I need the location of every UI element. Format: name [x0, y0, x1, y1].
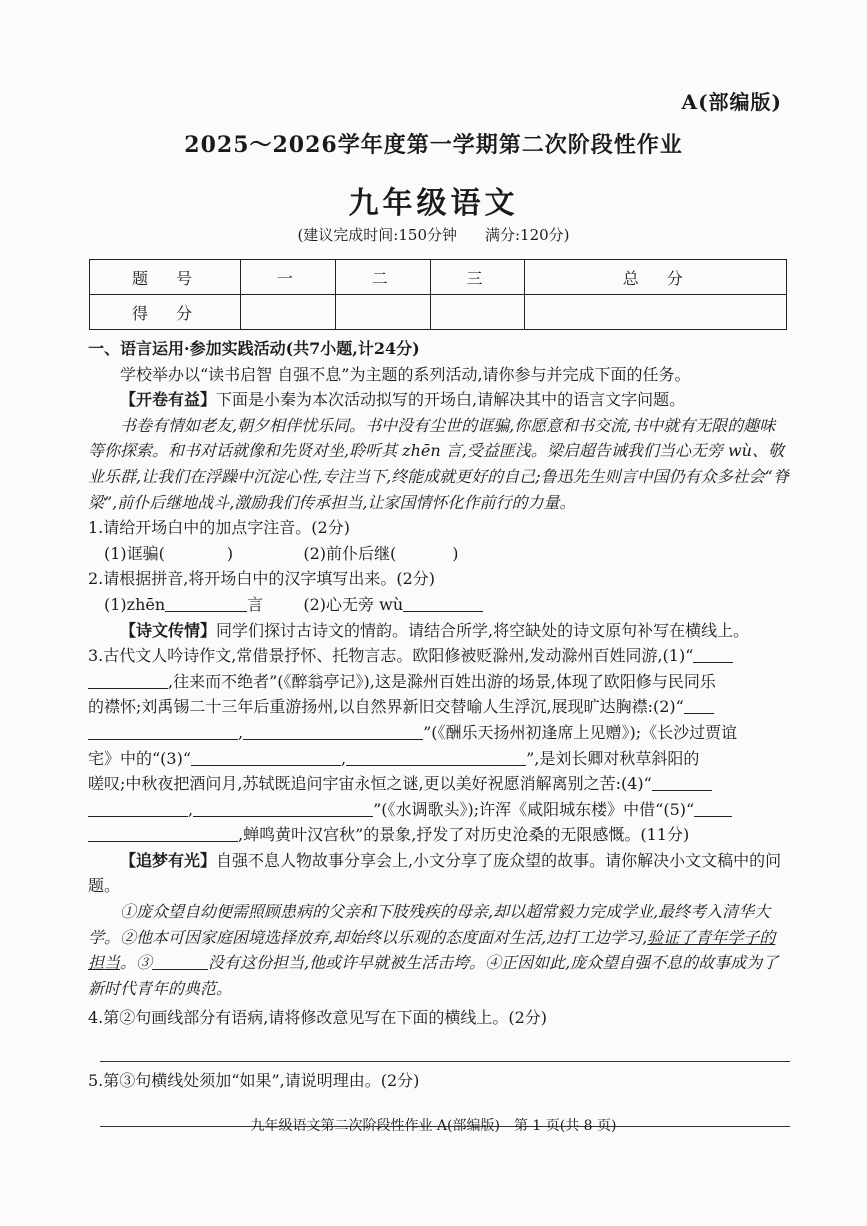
q3-blank[interactable]: [684, 695, 714, 714]
question-3: 3.古代文人吟诗作文,常借景抒怀、托物言志。欧阳修被贬滁州,发动滁州百姓同游,(1)“ ,往来而不绝者”(《醉翁亭记》),这是滁州百姓出游的场景,体现了欧阳修与民同乐 的襟怀;刘禹锡二十三年后重游扬州,以自然界新旧交替喻人生浮沉,展现旷达胸襟:(2)“ , ”(《酬乐天扬州初逢席上见赠》);《长沙过贾谊 宅》中的“(3)“ , ”,是刘长卿对秋草斜阳的 嗟叹;中秋夜把酒问月,苏轼既追问宇宙永恒之谜,更以美好祝愿消解离别之苦:(4)“ , ”(《水调歌头》);许浑《咸阳城东楼》中借“(5)“ ,蝉鸣黄叶汉宫秋”的景象,抒发了对历史沧桑的无限感慨。(11分): [88, 646, 738, 845]
part3-text: 自强不息人物故事分享会上,小文分享了庞众望的故事。请你解决小文文稿中的问题。: [88, 850, 782, 896]
q3-text: 嗟叹;中秋夜把酒问月,苏轼既追问宇宙永恒之谜,更以美好祝愿消解离别之苦:(4)“: [88, 774, 652, 794]
question-1-items: (1)诓骗( ) (2)前仆后继( ): [104, 543, 459, 563]
q1-answer-b[interactable]: [396, 543, 452, 561]
q3-blank[interactable]: [693, 644, 733, 663]
q3-text: 的襟怀;刘禹锡二十三年后重游扬州,以自然界新旧交替喻人生浮沉,展现旷达胸襟:(2)“: [88, 697, 684, 717]
part2-tag: 【诗文传情】: [120, 620, 217, 640]
story-passage: [88, 899, 790, 1001]
q2-answer-b[interactable]: [403, 593, 483, 612]
part1-instruction: [88, 387, 790, 413]
score-cell[interactable]: [430, 295, 525, 330]
table-cell: 题 号: [90, 260, 241, 295]
q2-item-a: (1)zhēn: [104, 594, 166, 614]
part1-tag: 【开卷有益】: [120, 390, 217, 410]
part2-instruction: [88, 618, 790, 644]
full-marks: 满分:120分): [485, 226, 570, 244]
q2-item-b: (2)心无旁 wù: [303, 594, 404, 614]
section-one: [88, 336, 790, 1133]
q3-blank[interactable]: [191, 747, 341, 766]
q3-text: ”(《酬乐天扬州初逢席上见赠》);《长沙过贾谊: [423, 722, 738, 742]
q3-blank[interactable]: [193, 798, 373, 817]
question-1: 1.请给开场白中的加点字注音。(2分): [88, 518, 350, 538]
question-4: 4.第②句画线部分有语病,请将修改意见写在下面的横线上。(2分): [88, 1008, 548, 1028]
exam-title: 2025～2026学年度第一学期第二次阶段性作业: [184, 132, 683, 158]
part3-instruction: [88, 848, 790, 899]
score-cell[interactable]: [241, 295, 336, 330]
table-cell: 二: [335, 260, 430, 295]
section-intro: 学校举办以“读书启智 自强不息”为主题的系列活动,请你参与并完成下面的任务。: [120, 364, 691, 384]
page-footer: 九年级语文第二次阶段性作业 A(部编版) 第 1 页(共 8 页): [250, 1118, 617, 1134]
story-underlined-text: 验证了青年学子的担当: [88, 927, 776, 973]
q3-text: 宅》中的“(3)“: [88, 748, 192, 768]
time-note: (建议完成时间:150分钟: [297, 226, 457, 244]
q3-blank[interactable]: [694, 798, 732, 817]
part1-text: 下面是小秦为本次活动拟写的开场白,请解决其中的语言文字问题。: [216, 390, 686, 410]
q1-answer-a[interactable]: [165, 543, 227, 561]
q3-text: ,蝉鸣黄叶汉宫秋”的景象,抒发了对历史沧桑的无限感慨。(11分): [238, 825, 690, 845]
q3-blank[interactable]: [88, 823, 238, 842]
part3-tag: 【追梦有光】: [120, 850, 217, 870]
q3-blank[interactable]: [88, 798, 188, 817]
question-2-items: [88, 592, 790, 618]
q3-blank[interactable]: [88, 721, 238, 740]
table-cell: 总 分: [525, 260, 787, 295]
q3-blank[interactable]: [346, 747, 526, 766]
score-table: [89, 259, 787, 330]
q1-item-b: (2)前仆后继(: [303, 543, 397, 563]
score-cell[interactable]: [335, 295, 430, 330]
question-2: 2.请根据拼音,将开场白中的汉字填写出来。(2分): [88, 569, 436, 589]
story-text: 。③: [120, 953, 153, 973]
table-cell: 三: [430, 260, 525, 295]
q1-item-a: (1)诓骗(: [104, 543, 165, 563]
question-5: 5.第③句横线处须加“如果”,请说明理由。(2分): [88, 1071, 420, 1091]
table-row: [90, 295, 787, 330]
score-cell[interactable]: [525, 295, 787, 330]
q3-text: 3.古代文人吟诗作文,常借景抒怀、托物言志。欧阳修被贬滁州,发动滁州百姓同游,(1)“: [88, 646, 694, 666]
section-heading: 一、语言运用·参加实践活动(共7小题,计24分): [88, 339, 420, 358]
story-text: ①庞众望自幼便需照顾患病的父亲和下肢残疾的母亲,却以超常毅力完成学业,最终考入清华大学。②他本可因家庭困境选择放弃,却始终以乐观的态度面对生活,边打工边学习,: [88, 902, 771, 947]
edition-label: A(部编版): [681, 90, 782, 114]
q3-text: ,往来而不绝者”(《醉翁亭记》),这是滁州百姓出游的场景,体现了欧阳修与民同乐: [168, 671, 716, 691]
table-cell: 一: [241, 260, 336, 295]
story-blank[interactable]: [152, 951, 208, 970]
q3-blank[interactable]: [88, 670, 168, 689]
q3-blank[interactable]: [652, 772, 712, 791]
q2-answer-a[interactable]: [165, 593, 247, 612]
q4-answer-line[interactable]: [100, 1041, 790, 1062]
subject-title: 九年级语文: [348, 186, 519, 221]
q3-text: ”(《水调歌头》);许浑《咸阳城东楼》中借“(5)“: [373, 799, 695, 819]
q3-text: ”,是刘长卿对秋草斜阳的: [526, 748, 700, 768]
story-text: 没有这份担当,他或许早就被生活击垮。④正因如此,庞众望自强不息的故事成为了新时代青年的典范。: [88, 953, 779, 998]
table-row: [90, 260, 787, 295]
part2-text: 同学们探讨古诗文的情韵。请结合所学,将空缺处的诗文原句补写在横线上。: [216, 620, 750, 640]
q2-item-a-end: 言: [247, 594, 264, 614]
table-cell: 得 分: [90, 295, 241, 330]
q3-blank[interactable]: [243, 721, 423, 740]
time-info: [0, 224, 867, 245]
opening-passage: 书卷有情如老友,朝夕相伴忧乐同。书中没有尘世的诓骗,你愿意和书交流,书中就有无限的趣味等你探索。和书对话就像和先贤对坐,聆听其 zhēn 言,受益匪浅。梁启超告诫我们当心无旁 wù、敬业乐群,让我们在浮躁中沉淀心性,专注当下,终能成就更好的自己;鲁迅先生则言中国仍有众多社会“脊梁”,前仆后继地战斗,激励我们传承担当,让家国情怀化作前行的力量。: [88, 415, 789, 512]
